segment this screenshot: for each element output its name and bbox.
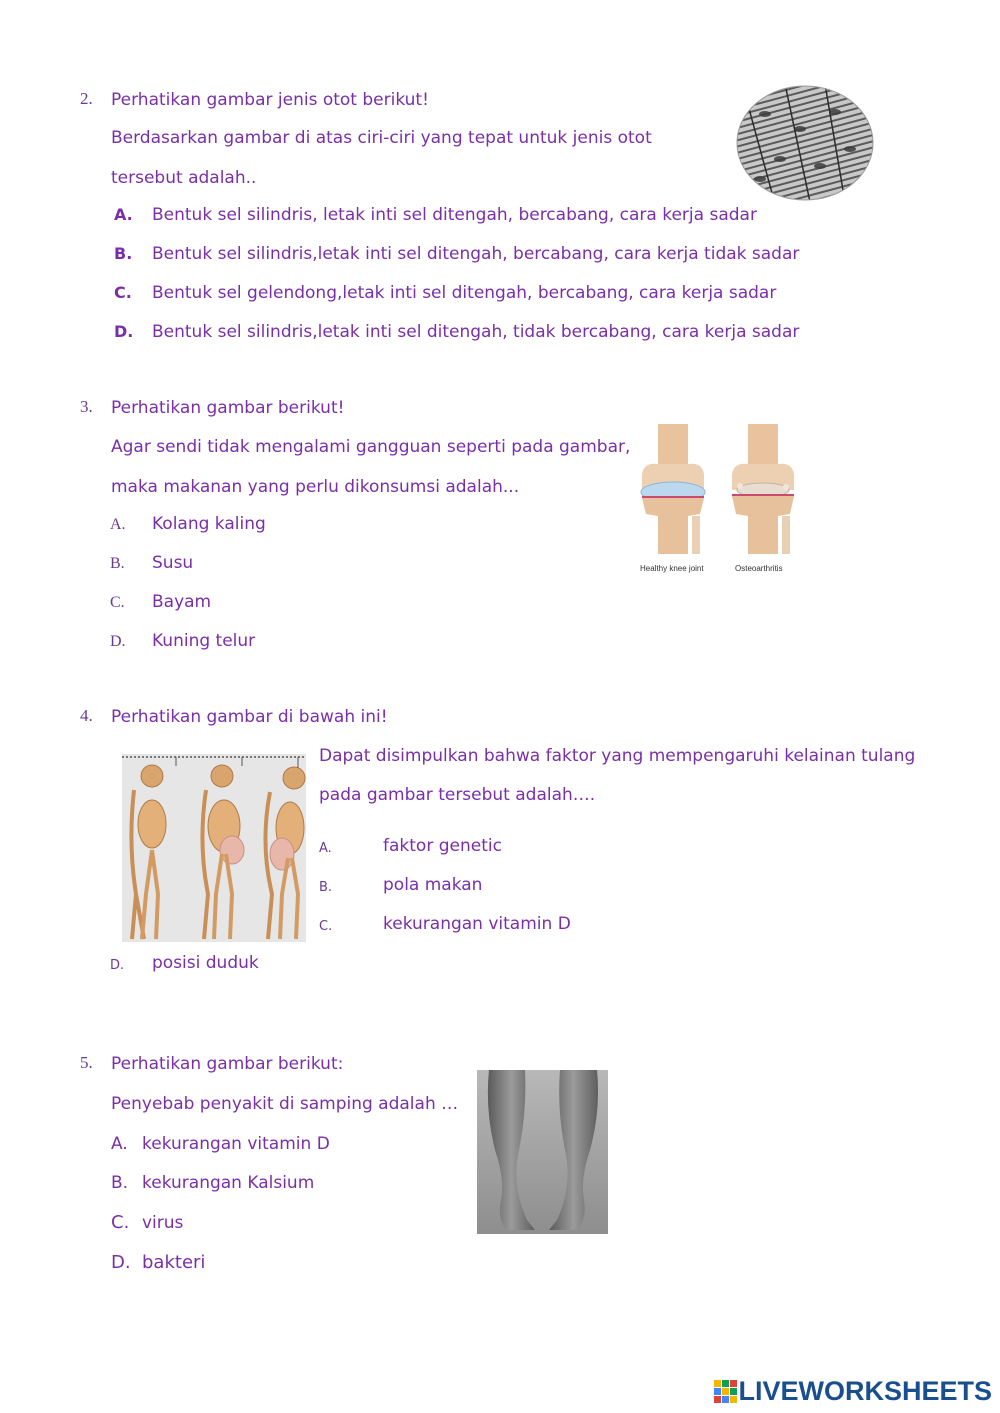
q5-option-d-text: bakteri: [142, 1252, 206, 1273]
q3-option-a-text: Kolang kaling: [152, 514, 266, 534]
q5-option-b[interactable]: B.: [111, 1173, 129, 1193]
option-label: C.: [114, 283, 132, 302]
q5-prompt-line1: Penyebab penyakit di samping adalah …: [111, 1094, 459, 1114]
q2-option-d-text: Bentuk sel silindris,letak inti sel ditengah, tidak bercabang, cara kerja sadar: [152, 322, 800, 342]
q4-option-a[interactable]: A.: [319, 841, 332, 856]
q4-option-d[interactable]: D.: [110, 958, 125, 973]
option-label: D.: [114, 322, 134, 341]
q5-option-c-text: virus: [142, 1213, 184, 1233]
q4-title: Perhatikan gambar di bawah ini!: [111, 707, 388, 727]
q5-number: 5.: [80, 1053, 93, 1072]
option-label: B.: [114, 244, 133, 263]
q2-option-c[interactable]: [114, 282, 132, 304]
q3-option-a[interactable]: A.: [110, 516, 126, 533]
q3-option-d-text: Kuning telur: [152, 631, 256, 651]
q2-option-b-text: Bentuk sel silindris,letak inti sel ditengah, bercabang, cara kerja tidak sadar: [152, 244, 800, 264]
q4-option-a-text: faktor genetic: [383, 836, 502, 856]
q3-number: 3.: [80, 397, 93, 416]
q4-option-b[interactable]: B.: [319, 880, 333, 895]
q5-option-c[interactable]: C.: [111, 1212, 130, 1233]
q4-option-b-text: pola makan: [383, 875, 483, 895]
skeleton-posture-image: [122, 754, 306, 942]
knee-caption-osteoarthritis: Osteoarthritis: [735, 564, 783, 573]
q3-option-b[interactable]: B.: [110, 555, 125, 572]
q3-prompt-line1: Agar sendi tidak mengalami gangguan seperti pada gambar,: [111, 437, 631, 457]
q3-title: Perhatikan gambar berikut!: [111, 398, 345, 418]
q5-title: Perhatikan gambar berikut:: [111, 1054, 344, 1074]
q4-option-c-text: kekurangan vitamin D: [383, 914, 571, 934]
q2-option-b[interactable]: [114, 243, 132, 265]
liveworksheets-logo[interactable]: [714, 1376, 992, 1407]
q2-option-a[interactable]: [114, 204, 133, 226]
brand-name: LIVEWORKSHEETS: [738, 1376, 992, 1406]
option-label: A.: [114, 205, 133, 224]
cardiac-muscle-image: [735, 84, 875, 202]
q2-title: Perhatikan gambar jenis otot berikut!: [111, 90, 429, 110]
q3-prompt-line2: maka makanan yang perlu dikonsumsi adalah...: [111, 477, 520, 497]
q5-option-a[interactable]: A.: [111, 1134, 128, 1154]
q4-prompt-line1: Dapat disimpulkan bahwa faktor yang mempengaruhi kelainan tulang: [319, 746, 916, 766]
knee-joint-image: [630, 424, 810, 579]
q3-option-b-text: Susu: [152, 553, 194, 573]
knee-caption-healthy: Healthy knee joint: [640, 564, 704, 573]
q5-option-a-text: kekurangan vitamin D: [142, 1134, 330, 1154]
q2-option-a-text: Bentuk sel silindris, letak inti sel ditengah, bercabang, cara kerja sadar: [152, 205, 757, 225]
q2-prompt-line1: Berdasarkan gambar di atas ciri-ciri yang tepat untuk jenis otot: [111, 128, 652, 148]
q3-option-d[interactable]: D.: [110, 633, 126, 650]
q4-option-c[interactable]: C.: [319, 919, 333, 934]
q5-option-b-text: kekurangan Kalsium: [142, 1173, 315, 1193]
q5-option-d[interactable]: D.: [111, 1252, 131, 1273]
q4-prompt-line2: pada gambar tersebut adalah….: [319, 785, 596, 805]
q2-option-c-text: Bentuk sel gelendong,letak inti sel ditengah, bercabang, cara kerja sadar: [152, 283, 777, 303]
q3-option-c-text: Bayam: [152, 592, 212, 612]
q2-prompt-line2: tersebut adalah..: [111, 168, 257, 188]
q2-number: 2.: [80, 89, 93, 108]
q4-number: 4.: [80, 706, 93, 725]
q2-option-d[interactable]: [114, 321, 133, 343]
bowed-legs-image: [477, 1070, 608, 1234]
q3-option-c[interactable]: C.: [110, 594, 125, 611]
logo-grid-icon: [714, 1380, 738, 1404]
q4-option-d-text: posisi duduk: [152, 953, 259, 973]
